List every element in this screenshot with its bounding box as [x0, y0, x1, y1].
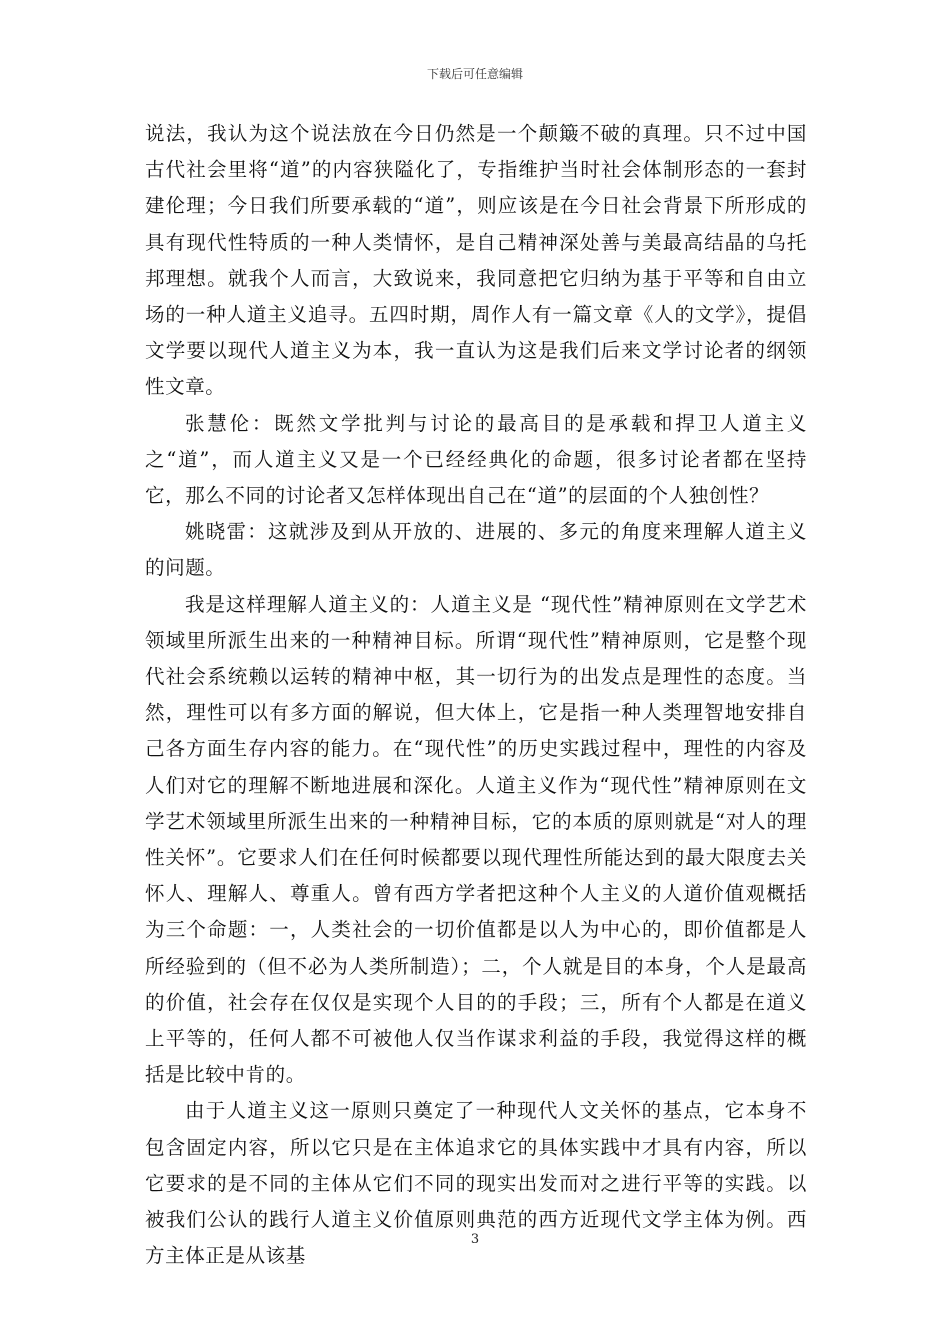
document-body — [145, 116, 807, 1275]
paragraph-1: 说法，我认为这个说法放在今日仍然是一个颠簸不破的真理。只不过中国古代社会里将“道”的内容狭隘化了，专指维护当时社会体制形态的一套封建伦理；今日我们所要承载的“道”，则应该是在今日社会背景下所形成的具有现代性特质的一种人类情怀，是自己精神深处善与美最高结晶的乌托邦理想。就我个人而言，大致说来，我同意把它归纳为基于平等和自由立场的一种人道主义追寻。五四时期，周作人有一篇文章《人的文学》，提倡文学要以现代人道主义为本，我一直认为这是我们后来文学讨论者的纲领性文章。 — [145, 122, 807, 399]
paragraph-2: 张慧伦：既然文学批判与讨论的最高目的是承载和捍卫人道主义之“道”，而人道主义又是一个已经经典化的命题，很多讨论者都在坚持它，那么不同的讨论者又怎样体现出自己在“道”的层面的个人独创性？ — [145, 411, 807, 508]
paragraph-5: 由于人道主义这一原则只奠定了一种现代人文关怀的基点，它本身不包含固定内容，所以它只是在主体追求它的具体实践中才具有内容，所以它要求的是不同的主体从它们不同的现实出发而对之进行平等的实践。以被我们公认的践行人道主义价值原则典范的西方近现代文学主体为例。西方主体正是从该基 — [145, 1099, 807, 1268]
paragraph-3: 姚晓雷：这就涉及到从开放的、进展的、多元的角度来理解人道主义的问题。 — [145, 520, 807, 580]
page-number: 3 — [470, 1232, 480, 1247]
page-header: 下载后可任意编辑 — [426, 67, 523, 81]
paragraph-4: 我是这样理解人道主义的：人道主义是 “现代性”精神原则在文学艺术领域里所派生出来的一种精神目标。所谓“现代性”精神原则，它是整个现代社会系统赖以运转的精神中枢，其一切行为的出发点是理性的态度。当然，理性可以有多方面的解说，但大体上，它是指一种人类理智地安排自己各方面生存内容的能力。在“现代性”的历史实践过程中，理性的内容及人们对它的理解不断地进展和深化。人道主义作为“现代性”精神原则在文学艺术领域里所派生出来的一种精神目标，它的本质的原则就是“对人的理性关怀”。它要求人们在任何时候都要以现代理性所能达到的最大限度去关怀人、理解人、尊重人。曾有西方学者把这种个人主义的人道价值观概括为三个命题：一，人类社会的一切价值都是以人为中心的，即价值都是人所经验到的（但不必为人类所制造）；二，个人就是目的本身，个人是最高的价值，社会存在仅仅是实现个人目的的手段；三，所有个人都是在道义上平等的，任何人都不可被他人仅当作谋求利益的手段，我觉得这样的概括是比较中肯的。 — [145, 592, 807, 1087]
